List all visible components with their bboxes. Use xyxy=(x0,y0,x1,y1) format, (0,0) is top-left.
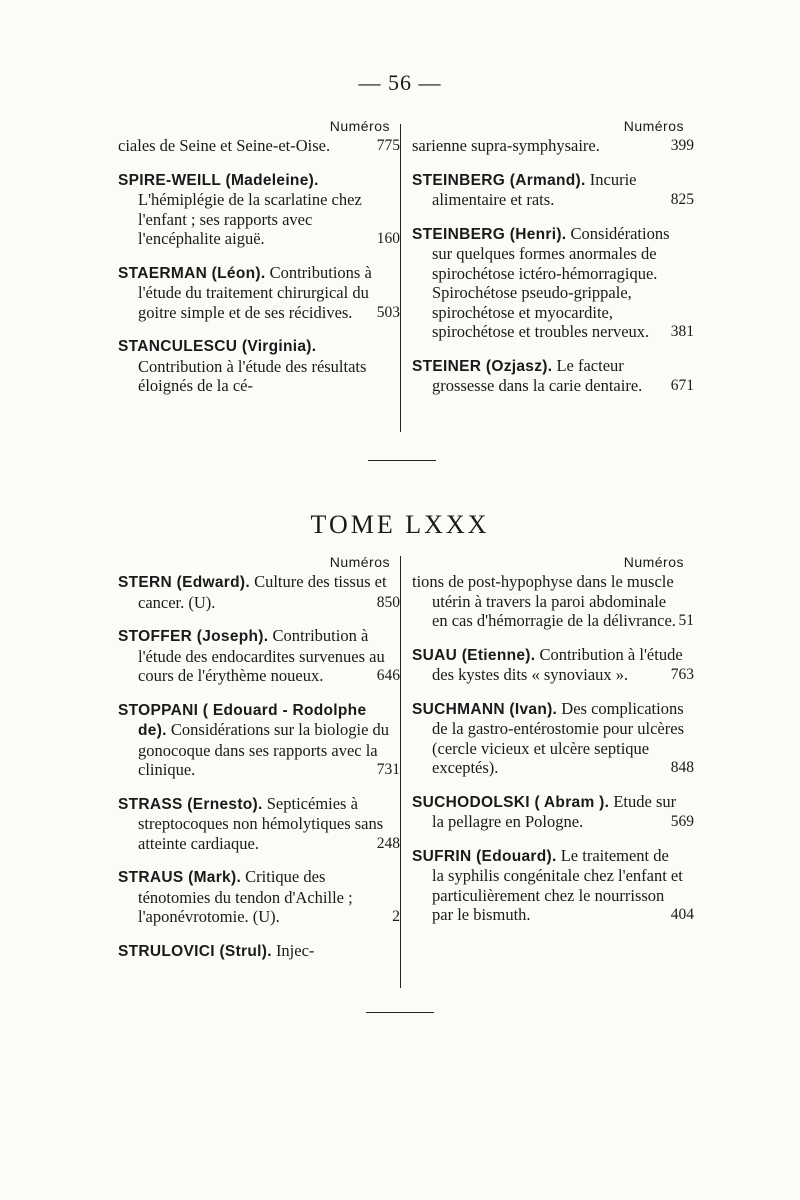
entry-title: Le facteur grossesse dans la carie dentaire. xyxy=(432,355,643,395)
index-entry xyxy=(118,626,400,686)
index-entry xyxy=(412,845,694,925)
numeros-header: Numéros xyxy=(623,554,684,570)
index-entry xyxy=(118,170,400,249)
index-entry xyxy=(412,791,694,832)
index-entry xyxy=(118,793,400,854)
entry-title: Des complications de la gastro-entérostomie pour ulcères (cercle vicieux et ulcère septique exceptés). xyxy=(432,698,684,777)
entry-number: 399 xyxy=(670,137,694,154)
entry-number: 850 xyxy=(376,593,400,611)
column-top-right xyxy=(412,118,694,410)
author-name: STRULOVICI (Strul). xyxy=(118,942,272,960)
column-top-left xyxy=(118,118,400,410)
author-name: STRASS (Ernesto). xyxy=(118,795,263,813)
entry-title: tions de post-hypophyse dans le muscle utérin à travers la paroi abdominale en cas d'hémorragie de la délivrance. xyxy=(412,572,676,630)
index-entry xyxy=(118,262,400,323)
entry-number: 731 xyxy=(376,761,400,778)
index-entry xyxy=(118,572,400,612)
author-name: STRAUS (Mark). xyxy=(118,869,242,886)
entry-number: 404 xyxy=(670,906,694,923)
author-name: STEINBERG (Henri). xyxy=(412,225,567,243)
index-entry xyxy=(412,136,694,156)
entry-number: 381 xyxy=(670,323,694,340)
entry-title: Etude sur la pellagre en Pologne. xyxy=(432,791,677,831)
entry-title: Contribution à l'étude des kystes dits « synoviaux ». xyxy=(432,644,683,684)
author-name: SUAU (Etienne). xyxy=(412,646,536,664)
entry-number: 503 xyxy=(376,303,400,321)
index-entry xyxy=(118,336,390,396)
column-divider xyxy=(400,556,401,988)
entry-title: L'hémiplégie de la scarlatine chez l'enfant ; ses rapports avec l'encéphalite aiguë. xyxy=(138,190,362,248)
entry-title: sarienne supra-symphysaire. xyxy=(412,136,600,155)
entry-number: 248 xyxy=(376,834,400,852)
entry-title: Contribution à l'étude des résultats éloignés de la cé- xyxy=(138,356,367,395)
entry-number: 569 xyxy=(670,813,694,830)
author-name: STOFFER (Joseph). xyxy=(118,628,269,645)
entry-number: 160 xyxy=(376,230,400,247)
index-entry xyxy=(412,698,694,778)
index-entry xyxy=(118,867,400,927)
numeros-header: Numéros xyxy=(329,118,390,134)
entry-title: Injec- xyxy=(275,940,315,960)
entry-number: 671 xyxy=(670,377,694,394)
index-entry xyxy=(412,644,694,685)
entry-number: 848 xyxy=(670,759,694,776)
entry-title: ciales de Seine et Seine-et-Oise. xyxy=(118,136,331,155)
index-entry xyxy=(118,941,390,962)
section-rule xyxy=(368,460,436,461)
page-number: — 56 — xyxy=(358,70,442,95)
entry-title: Contributions à l'étude du traitement chirurgical du goitre simple et de ses récidives. xyxy=(138,262,372,322)
entry-number: 775 xyxy=(376,137,400,154)
index-entry xyxy=(118,136,400,156)
column-bottom-right xyxy=(412,554,694,939)
author-name: SUCHODOLSKI ( Abram ). xyxy=(412,793,610,811)
index-entry xyxy=(118,700,400,780)
tome-title: TOME LXXX xyxy=(310,510,490,539)
numeros-header: Numéros xyxy=(329,554,390,570)
entry-title: Contribution à l'étude des endocardites survenues au cours de l'érythème noueux. xyxy=(138,626,385,685)
index-entry xyxy=(412,355,694,396)
entry-title: Incurie alimentaire et rats. xyxy=(432,169,637,209)
author-name: STEINER (Ozjasz). xyxy=(412,357,553,375)
author-name: STERN (Edward). xyxy=(118,574,250,591)
column-divider xyxy=(400,124,401,432)
entry-number: 51 xyxy=(678,612,694,629)
index-entry xyxy=(412,223,694,342)
author-name: STAERMAN (Léon). xyxy=(118,264,266,282)
author-name: SPIRE-WEILL (Madeleine). xyxy=(118,171,319,189)
entry-title: Le traitement de la syphilis congénitale chez l'enfant et particulièrement chez le nourrisson par le bismuth. xyxy=(432,845,683,924)
index-entry xyxy=(412,572,694,631)
numeros-header: Numéros xyxy=(623,118,684,134)
author-name: STEINBERG (Armand). xyxy=(412,171,586,189)
column-bottom-left xyxy=(118,554,400,975)
entry-title: Considérations sur quelques formes anormales de spirochétose ictéro-hémorragique. Spirochétose pseudo-grippale, spirochétose et myocardite, spirochétose et troubles nerveux. xyxy=(432,223,670,341)
index-entry xyxy=(412,169,694,210)
entry-number: 2 xyxy=(392,908,400,925)
author-name: SUFRIN (Edouard). xyxy=(412,847,557,865)
author-name: STANCULESCU (Virginia). xyxy=(118,338,317,355)
entry-title: Culture des tissus et cancer. (U). xyxy=(138,572,387,612)
author-name: SUCHMANN (Ivan). xyxy=(412,700,558,718)
section-rule xyxy=(366,1012,434,1013)
entry-title: Critique des ténotomies du tendon d'Achille ; l'aponévrotomie. (U). xyxy=(138,867,353,926)
entry-number: 825 xyxy=(670,191,694,208)
entry-number: 763 xyxy=(670,666,694,683)
entry-title: Septicémies à streptocoques non hémolytiques sans atteinte cardiaque. xyxy=(138,793,384,853)
author-name: STOPPANI ( Edouard - Rodolphe de). xyxy=(118,701,367,739)
entry-number: 646 xyxy=(376,667,400,684)
entry-title: Considérations sur la biologie du gonocoque dans ses rapports avec la clinique. xyxy=(138,720,390,779)
